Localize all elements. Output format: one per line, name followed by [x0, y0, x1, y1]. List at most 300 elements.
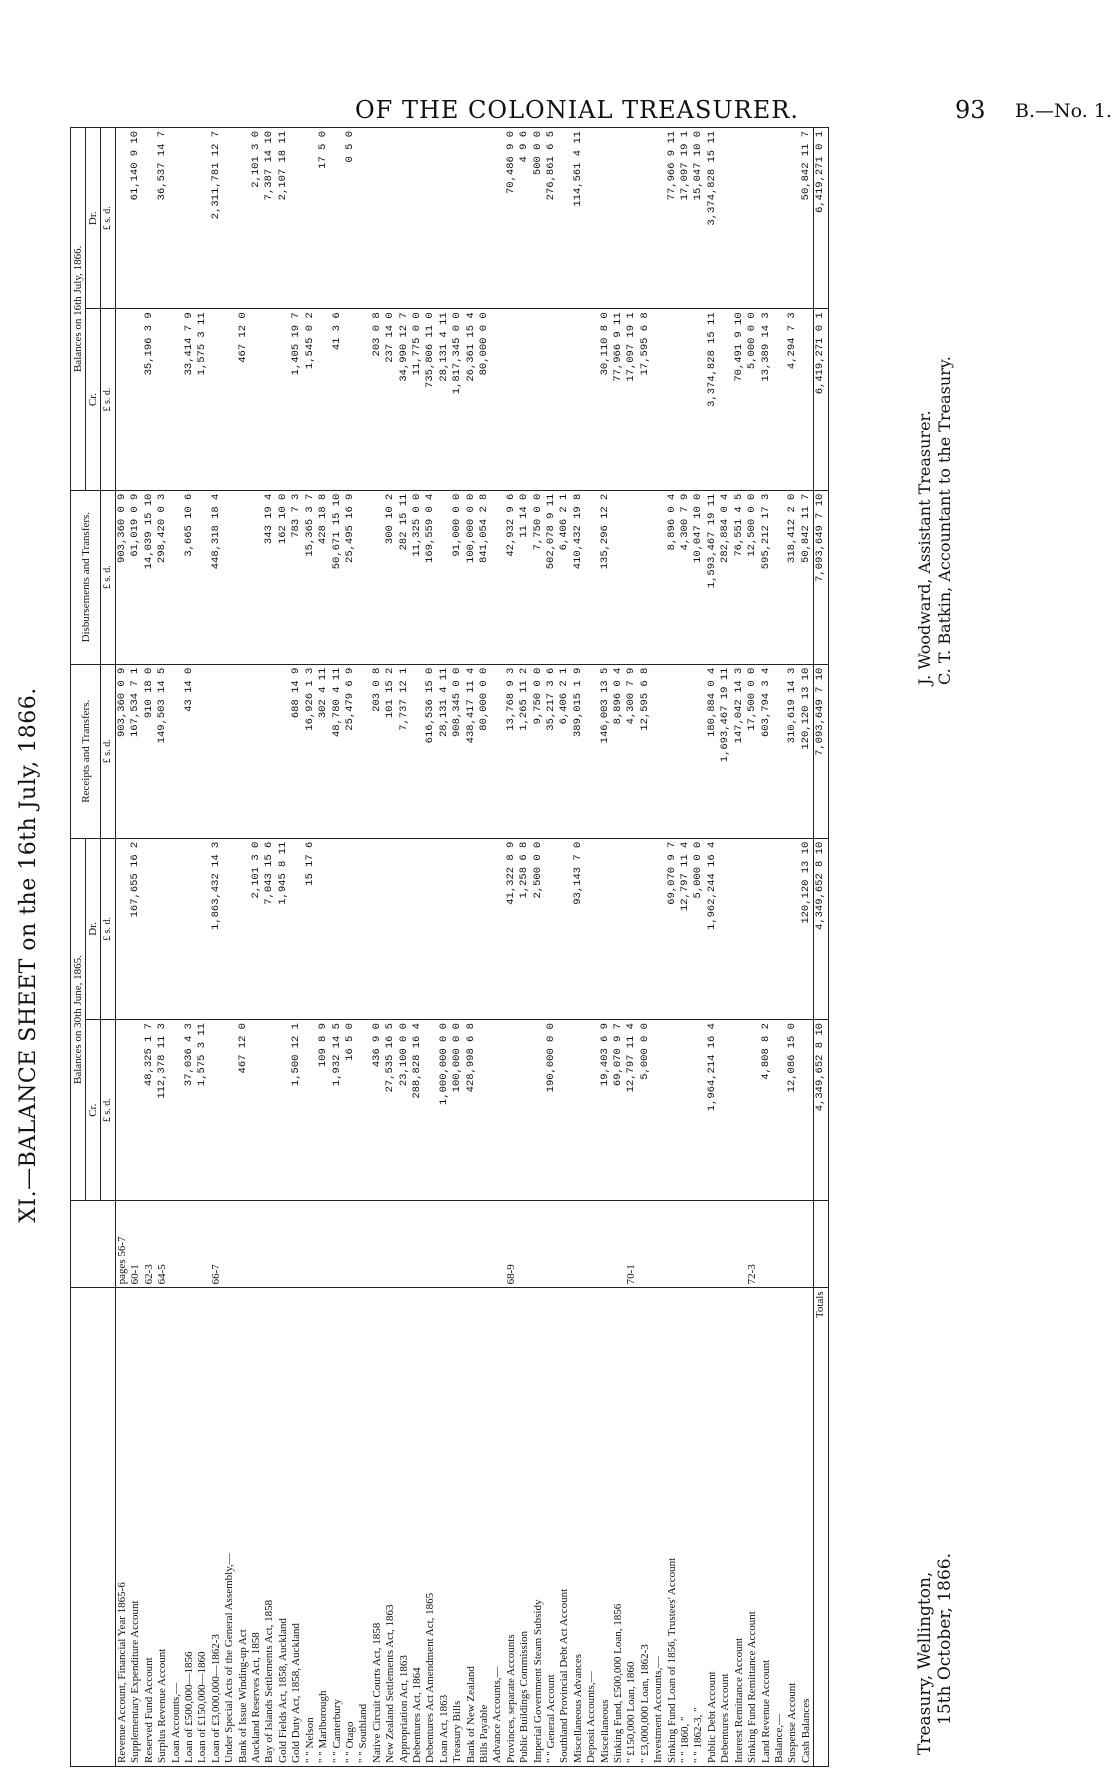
row-cr-1866 [491, 309, 504, 490]
row-dr-1866 [290, 128, 303, 309]
row-page-ref: 70-1 [625, 1201, 638, 1288]
row-cr-1866: 735,806 11 0 [424, 309, 437, 490]
row-dr-1866 [773, 128, 786, 309]
row-disbursements: 903,360 0 9 [116, 490, 130, 664]
row-cr-1866 [679, 309, 692, 490]
row-disbursements: 448,318 18 4 [210, 490, 223, 664]
row-receipts: 35,217 3 6 [545, 664, 558, 838]
row-disbursements: 76,551 4 5 [733, 490, 746, 664]
row-dr-1865 [196, 838, 209, 1019]
paper-reference: B.—No. 1. [1015, 100, 1112, 122]
row-cr-1865: 12,797 11 4 [625, 1020, 638, 1201]
row-label: Deposit Accounts,— [585, 1288, 598, 1767]
row-receipts: 80,000 0 0 [478, 664, 491, 838]
row-cr-1865: 428,998 6 8 [465, 1020, 478, 1201]
row-page-ref [331, 1201, 344, 1288]
row-label: " " Canterbury [331, 1288, 344, 1767]
row-cr-1865: 37,036 4 3 [183, 1020, 196, 1201]
row-disbursements [438, 490, 451, 664]
row-cr-1866 [692, 309, 705, 490]
row-dr-1865: 1,945 8 11 [277, 838, 290, 1019]
table-row [760, 128, 773, 1767]
row-cr-1865: 112,378 11 3 [156, 1020, 169, 1201]
header-cr-1865: Cr. [86, 1020, 101, 1201]
row-cr-1866: 33,414 7 9 [183, 309, 196, 490]
row-cr-1866: 4,294 7 3 [786, 309, 799, 490]
table-row [612, 128, 625, 1767]
row-page-ref [719, 1201, 732, 1288]
table-row [304, 128, 317, 1767]
row-cr-1865 [719, 1020, 732, 1201]
row-page-ref [237, 1201, 250, 1288]
sheet-caption: XI.—BALANCE SHEET on the 16th July, 1866. [16, 687, 41, 1223]
row-dr-1865 [719, 838, 732, 1019]
row-page-ref [706, 1201, 719, 1288]
row-receipts: 908,345 0 0 [451, 664, 464, 838]
lsd-header: £ s. d. [101, 1020, 116, 1201]
row-cr-1866 [719, 309, 732, 490]
row-label: Bills Payable [478, 1288, 491, 1767]
row-cr-1865 [277, 1020, 290, 1201]
row-label: " " Otago [344, 1288, 357, 1767]
row-page-ref [196, 1201, 209, 1288]
row-dr-1866 [438, 128, 451, 309]
row-label: Appropriation Act, 1863 [398, 1288, 411, 1767]
row-cr-1865 [263, 1020, 276, 1201]
row-dr-1865 [237, 838, 250, 1019]
row-receipts: 203 0 8 [371, 664, 384, 838]
row-dr-1866: 276,861 6 5 [545, 128, 558, 309]
row-dr-1865: 69,070 9 7 [666, 838, 679, 1019]
table-row [719, 128, 732, 1767]
table-row [143, 128, 156, 1767]
row-dr-1866 [733, 128, 746, 309]
page-title: OF THE COLONIAL TREASURER. [355, 96, 799, 124]
row-dr-1865: 1,962,244 16 4 [706, 838, 719, 1019]
row-disbursements: 3,665 10 6 [183, 490, 196, 664]
row-cr-1866 [572, 309, 585, 490]
row-dr-1865 [612, 838, 625, 1019]
table-row [411, 128, 424, 1767]
row-cr-1865 [572, 1020, 585, 1201]
row-dr-1866 [585, 128, 598, 309]
row-dr-1865 [545, 838, 558, 1019]
totals-dr-1866: 6,419,271 0 1 [814, 128, 828, 309]
row-cr-1866: 3,374,828 15 11 [706, 309, 719, 490]
balance-sheet [10, 125, 1000, 1785]
row-label: " £150,000 Loan, 1860 [625, 1288, 638, 1767]
row-dr-1866: 50,842 11 7 [800, 128, 814, 309]
row-disbursements: 61,019 0 9 [129, 490, 142, 664]
row-cr-1865 [532, 1020, 545, 1201]
row-receipts: 17,500 0 0 [746, 664, 759, 838]
row-page-ref [250, 1201, 263, 1288]
table-row [210, 128, 223, 1767]
row-dr-1866: 36,537 14 7 [156, 128, 169, 309]
row-receipts: 9,750 0 0 [532, 664, 545, 838]
table-row [290, 128, 303, 1767]
row-receipts: 101 15 2 [384, 664, 397, 838]
row-cr-1865 [129, 1020, 142, 1201]
row-dr-1866: 2,107 18 11 [277, 128, 290, 309]
row-cr-1865 [558, 1020, 571, 1201]
row-receipts: 13,768 9 3 [505, 664, 518, 838]
row-receipts: 4,300 7 9 [625, 664, 638, 838]
row-label: Advance Accounts,— [491, 1288, 504, 1767]
row-label: Debentures Act Amendment Act, 1865 [424, 1288, 437, 1767]
lsd-header: £ s. d. [101, 128, 116, 309]
header-dr-1865: Dr. [86, 838, 101, 1019]
row-label: Public Debt Account [706, 1288, 719, 1767]
row-label: New Zealand Settlements Act, 1863 [384, 1288, 397, 1767]
row-receipts: 28,131 4 11 [438, 664, 451, 838]
row-page-ref [438, 1201, 451, 1288]
row-dr-1866 [478, 128, 491, 309]
table-row [277, 128, 290, 1767]
row-cr-1866: 41 3 6 [331, 309, 344, 490]
row-dr-1865: 167,655 16 2 [129, 838, 142, 1019]
table-row [183, 128, 196, 1767]
row-dr-1866: 0 5 0 [344, 128, 357, 309]
row-dr-1866 [625, 128, 638, 309]
totals-receipts: 7,093,649 7 10 [814, 664, 828, 838]
row-dr-1866: 17 5 0 [317, 128, 330, 309]
row-disbursements: 162 10 0 [277, 490, 290, 664]
row-dr-1866: 61,140 9 10 [129, 128, 142, 309]
row-dr-1866 [170, 128, 183, 309]
row-cr-1866: 30,110 8 0 [599, 309, 612, 490]
row-disbursements: 135,296 12 2 [599, 490, 612, 664]
row-label: Suspense Account [786, 1288, 799, 1767]
header-cr-1866: Cr. [86, 309, 101, 490]
page-number: 93 [955, 96, 986, 124]
row-cr-1866 [666, 309, 679, 490]
row-cr-1865 [357, 1020, 370, 1201]
row-dr-1865 [170, 838, 183, 1019]
row-page-ref: 60-1 [129, 1201, 142, 1288]
row-cr-1866 [532, 309, 545, 490]
row-cr-1866: 1,405 19 7 [290, 309, 303, 490]
table-body [116, 128, 814, 1767]
row-dr-1866 [237, 128, 250, 309]
row-receipts [223, 664, 236, 838]
row-page-ref [277, 1201, 290, 1288]
row-dr-1865 [478, 838, 491, 1019]
row-label: " " 1860, " [679, 1288, 692, 1767]
row-receipts: 43 14 0 [183, 664, 196, 838]
signature-accountant: C. T. Batkin, Accountant to the Treasury. [935, 356, 954, 685]
totals-label: Totals [814, 1288, 828, 1767]
row-dr-1866: 4 9 6 [518, 128, 531, 309]
row-label: Balance,— [773, 1288, 786, 1767]
row-page-ref [317, 1201, 330, 1288]
table-row [706, 128, 719, 1767]
row-label: " " 1862-3, " [692, 1288, 705, 1767]
row-page-ref [344, 1201, 357, 1288]
row-dr-1866 [357, 128, 370, 309]
row-page-ref [491, 1201, 504, 1288]
footer-place-line: Treasury, Wellington, [915, 1571, 935, 1755]
table-row [371, 128, 384, 1767]
row-page-ref [599, 1201, 612, 1288]
row-cr-1865: 1,575 3 11 [196, 1020, 209, 1201]
table-row [357, 128, 370, 1767]
row-cr-1866 [344, 309, 357, 490]
row-page-ref [585, 1201, 598, 1288]
table-row [625, 128, 638, 1767]
row-page-ref [424, 1201, 437, 1288]
row-receipts: 903,360 0 9 [116, 664, 130, 838]
row-dr-1865 [599, 838, 612, 1019]
table-row [438, 128, 451, 1767]
row-dr-1865 [585, 838, 598, 1019]
table-row [116, 128, 130, 1767]
row-cr-1866: 1,817,345 0 0 [451, 309, 464, 490]
header-disbursements: Disbursements and Transfers. [71, 490, 101, 664]
row-dr-1866 [652, 128, 665, 309]
row-receipts: 16,926 1 3 [304, 664, 317, 838]
row-dr-1865 [156, 838, 169, 1019]
row-label: " " Southland [357, 1288, 370, 1767]
totals-row [814, 128, 828, 1767]
row-page-ref [733, 1201, 746, 1288]
row-cr-1865: 436 9 0 [371, 1020, 384, 1201]
row-cr-1866: 26,361 15 4 [465, 309, 478, 490]
table-row [786, 128, 799, 1767]
row-dr-1866 [451, 128, 464, 309]
row-receipts: 120,120 13 10 [800, 664, 814, 838]
row-cr-1865 [478, 1020, 491, 1201]
row-page-ref [679, 1201, 692, 1288]
row-cr-1865 [518, 1020, 531, 1201]
row-cr-1865 [652, 1020, 665, 1201]
row-cr-1866 [129, 309, 142, 490]
row-cr-1866: 80,000 0 0 [478, 309, 491, 490]
row-dr-1865 [451, 838, 464, 1019]
row-disbursements: 50,671 15 10 [331, 490, 344, 664]
row-disbursements: 4,300 7 9 [679, 490, 692, 664]
row-cr-1865 [170, 1020, 183, 1201]
row-page-ref [170, 1201, 183, 1288]
row-cr-1866: 35,196 3 9 [143, 309, 156, 490]
row-cr-1866: 70,491 9 10 [733, 309, 746, 490]
row-dr-1865 [746, 838, 759, 1019]
lsd-header: £ s. d. [101, 664, 116, 838]
row-disbursements [237, 490, 250, 664]
table-row [666, 128, 679, 1767]
totals-ref [814, 1201, 828, 1288]
table-row [585, 128, 598, 1767]
row-page-ref [290, 1201, 303, 1288]
row-label: Loan of £3,000,000—1862-3 [210, 1288, 223, 1767]
row-receipts [491, 664, 504, 838]
row-cr-1865 [679, 1020, 692, 1201]
row-disbursements: 595,212 17 3 [760, 490, 773, 664]
row-page-ref [411, 1201, 424, 1288]
row-disbursements [196, 490, 209, 664]
row-disbursements: 298,420 0 3 [156, 490, 169, 664]
row-dr-1865 [116, 838, 130, 1019]
row-dr-1865 [290, 838, 303, 1019]
row-label: Bank of Issue Winding-up Act [237, 1288, 250, 1767]
row-dr-1866 [371, 128, 384, 309]
row-cr-1865: 19,403 6 9 [599, 1020, 612, 1201]
row-receipts [250, 664, 263, 838]
row-label: " £3,000,000 Loan, 1862-3 [639, 1288, 652, 1767]
row-cr-1866 [317, 309, 330, 490]
table-row [518, 128, 531, 1767]
row-dr-1865 [652, 838, 665, 1019]
row-dr-1866 [558, 128, 571, 309]
row-cr-1865: 69,070 9 7 [612, 1020, 625, 1201]
row-disbursements: 10,047 10 0 [692, 490, 705, 664]
row-cr-1865 [746, 1020, 759, 1201]
row-disbursements [371, 490, 384, 664]
row-dr-1866 [304, 128, 317, 309]
row-cr-1865 [210, 1020, 223, 1201]
row-cr-1866: 11,775 0 0 [411, 309, 424, 490]
row-cr-1865: 12,086 15 0 [786, 1020, 799, 1201]
row-cr-1866: 34,990 12 7 [398, 309, 411, 490]
row-label: Interest Remittance Account [733, 1288, 746, 1767]
row-label: " " Nelson [304, 1288, 317, 1767]
row-dr-1865 [371, 838, 384, 1019]
row-dr-1865: 7,043 15 6 [263, 838, 276, 1019]
row-disbursements: 8,896 0 4 [666, 490, 679, 664]
row-dr-1866 [760, 128, 773, 309]
row-page-ref [760, 1201, 773, 1288]
row-page-ref [183, 1201, 196, 1288]
row-dr-1866: 17,097 19 1 [679, 128, 692, 309]
row-receipts: 147,042 14 3 [733, 664, 746, 838]
row-label: Bank of New Zealand [465, 1288, 478, 1767]
table-row [344, 128, 357, 1767]
row-dr-1866: 15,047 10 0 [692, 128, 705, 309]
totals-cr-1866: 6,419,271 0 1 [814, 309, 828, 490]
table-row [451, 128, 464, 1767]
row-dr-1865: 1,258 6 8 [518, 838, 531, 1019]
row-receipts: 688 14 9 [290, 664, 303, 838]
row-dr-1865 [183, 838, 196, 1019]
row-dr-1866: 2,311,781 12 7 [210, 128, 223, 309]
row-dr-1866 [424, 128, 437, 309]
row-label: Supplementary Expenditure Account [129, 1288, 142, 1767]
row-dr-1865: 2,500 0 0 [532, 838, 545, 1019]
row-label: Miscellaneous [599, 1288, 612, 1767]
row-dr-1866: 77,966 9 11 [666, 128, 679, 309]
row-disbursements [612, 490, 625, 664]
row-disbursements: 343 19 4 [263, 490, 276, 664]
row-dr-1865 [438, 838, 451, 1019]
row-receipts: 12,595 6 8 [639, 664, 652, 838]
row-disbursements: 42,932 9 6 [505, 490, 518, 664]
table-row [331, 128, 344, 1767]
row-label: Land Revenue Account [760, 1288, 773, 1767]
row-disbursements: 169,559 0 4 [424, 490, 437, 664]
row-cr-1865: 16 5 0 [344, 1020, 357, 1201]
row-dr-1865 [143, 838, 156, 1019]
row-page-ref [478, 1201, 491, 1288]
label-column-header [71, 1288, 116, 1767]
row-cr-1865: 4,808 8 2 [760, 1020, 773, 1201]
row-receipts: 910 18 0 [143, 664, 156, 838]
row-page-ref [773, 1201, 786, 1288]
row-receipts: 180,884 0 4 [706, 664, 719, 838]
row-disbursements: 91,000 0 0 [451, 490, 464, 664]
row-label: Native Circuit Courts Act, 1858 [371, 1288, 384, 1767]
row-label: Debentures Account [719, 1288, 732, 1767]
row-cr-1866 [800, 309, 814, 490]
table-row [545, 128, 558, 1767]
row-receipts: 616,536 15 0 [424, 664, 437, 838]
row-dr-1866 [183, 128, 196, 309]
row-cr-1865: 1,932 14 5 [331, 1020, 344, 1201]
row-receipts: 389,015 1 9 [572, 664, 585, 838]
table-row [679, 128, 692, 1767]
row-cr-1866 [652, 309, 665, 490]
row-label: Sinking Fund, £500,000 Loan, 1856 [612, 1288, 625, 1767]
row-disbursements: 282,884 0 4 [719, 490, 732, 664]
row-receipts [692, 664, 705, 838]
row-label: Reserved Fund Account [143, 1288, 156, 1767]
row-page-ref: 64-5 [156, 1201, 169, 1288]
row-cr-1865 [116, 1020, 130, 1201]
row-receipts: 167,534 7 1 [129, 664, 142, 838]
table-row [424, 128, 437, 1767]
row-cr-1865: 27,535 16 5 [384, 1020, 397, 1201]
row-disbursements: 1,593,467 19 11 [706, 490, 719, 664]
row-receipts [585, 664, 598, 838]
row-label: Auckland Reserves Act, 1858 [250, 1288, 263, 1767]
row-page-ref [532, 1201, 545, 1288]
row-dr-1866 [116, 128, 130, 309]
row-dr-1865: 1,863,432 14 3 [210, 838, 223, 1019]
totals-cr-1865: 4,349,652 8 10 [814, 1020, 828, 1201]
row-dr-1865 [424, 838, 437, 1019]
lsd-header: £ s. d. [101, 309, 116, 490]
row-cr-1865: 190,000 0 0 [545, 1020, 558, 1201]
row-dr-1865: 93,143 7 0 [572, 838, 585, 1019]
row-label: Gold Duty Act, 1858, Auckland [290, 1288, 303, 1767]
header-balances-1866: Balances on 16th July, 1866. [71, 128, 86, 491]
row-page-ref [639, 1201, 652, 1288]
row-dr-1866 [196, 128, 209, 309]
row-cr-1866: 1,575 3 11 [196, 309, 209, 490]
row-receipts: 438,417 11 4 [465, 664, 478, 838]
row-cr-1865 [800, 1020, 814, 1201]
row-cr-1865: 23,100 0 0 [398, 1020, 411, 1201]
row-page-ref [263, 1201, 276, 1288]
row-cr-1866 [116, 309, 130, 490]
row-dr-1866 [746, 128, 759, 309]
totals-dr-1865: 4,349,652 8 10 [814, 838, 828, 1019]
row-cr-1865: 109 8 9 [317, 1020, 330, 1201]
row-receipts: 7,737 12 1 [398, 664, 411, 838]
row-receipts [773, 664, 786, 838]
row-label: Loan of £150,000—1860 [196, 1288, 209, 1767]
row-disbursements [250, 490, 263, 664]
row-dr-1866: 70,486 9 0 [505, 128, 518, 309]
row-label: Imperial Government Steam Subsidy [532, 1288, 545, 1767]
row-disbursements: 7,750 0 0 [532, 490, 545, 664]
row-receipts: 48,780 4 11 [331, 664, 344, 838]
row-label: Provinces, separate Accounts [505, 1288, 518, 1767]
row-label: Debentures Act, 1864 [411, 1288, 424, 1767]
row-page-ref: 72-3 [746, 1201, 759, 1288]
row-disbursements: 428 18 8 [317, 490, 330, 664]
header-balances-1865: Balances on 30th June, 1865. [71, 838, 86, 1201]
table-row [491, 128, 504, 1767]
